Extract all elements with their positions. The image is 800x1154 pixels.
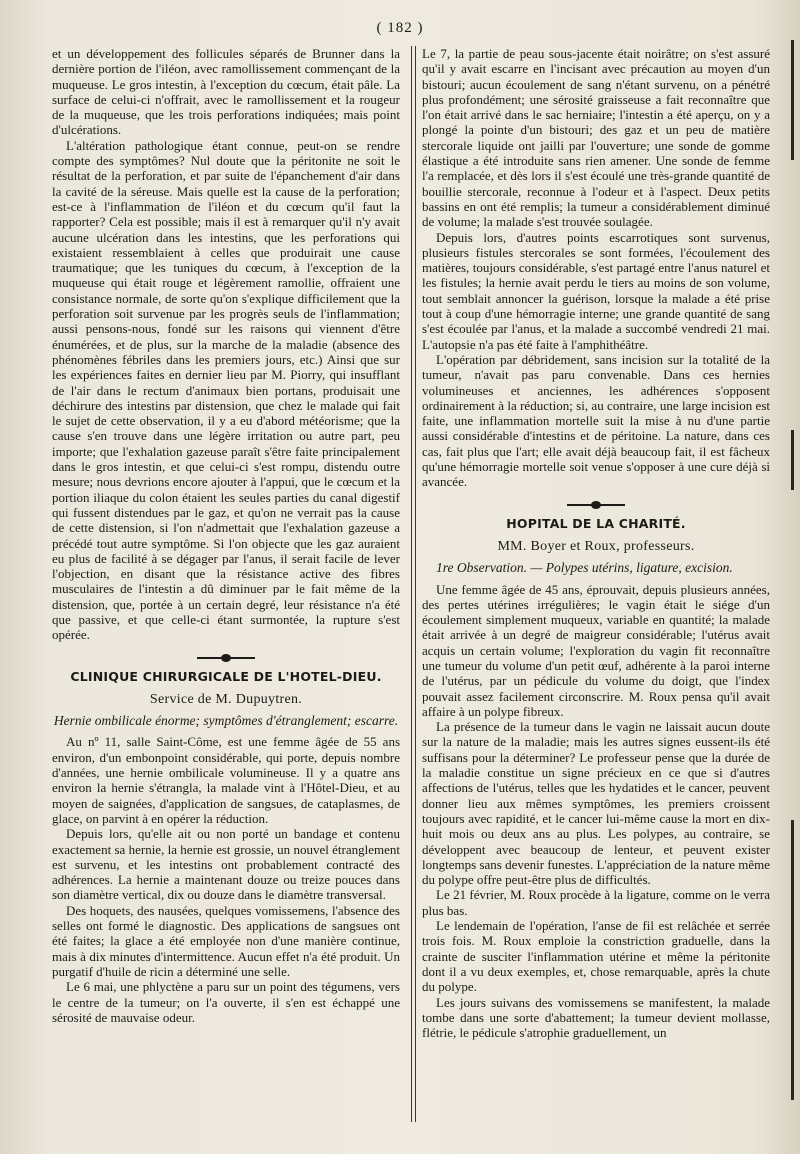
page-edge-mark xyxy=(791,40,794,160)
ornamental-separator xyxy=(52,653,400,661)
case-title: Hernie ombilicale énorme; symptômes d'étranglement; escarre. xyxy=(53,713,399,729)
paragraph: Le 7, la partie de peau sous-jacente était noirâtre; on s'est assuré qu'il y avait escarre en l'incisant avec précaution au moyen d'un bistouri; aucun écoulement de sang n'étant survenu, on a pénétré plus profondément; une sérosité graisseuse a fait reconnaître que l'on était arrivé dans le sac herniaire; l'intestin a été aperçu, on y a plongé la pointe d'un bistouri; des gaz et un peu de matière stercorale liquide ont jailli par l'ouverture; une sonde de gomme élastique a été introduite sans rien amener. Une sonde de femme l'a remplacée, et dès lors il s'est écoulé une très-grande quantité de bouillie stercorale, reconnue à l'odeur et à l'aspect. Deux petits bassins en ont été remplis; la tumeur a considérablement diminué de volume; la malade s'est trouvée soulagée. xyxy=(422,46,770,230)
left-column xyxy=(52,46,400,1025)
column-rule xyxy=(411,46,412,1122)
case-title: 1re Observation. — Polypes utérins, ligature, excision. xyxy=(436,560,733,576)
paragraph: La présence de la tumeur dans le vagin ne laissait aucun doute sur la nature de la maladie; mais les autres signes eussent-ils été suffisans pour la déterminer? Le professeur pense que la durée de la maladie constitue un signe précieux en ce que si d'autres affections de l'utérus, telles que les hydatides et le cancer, peuvent donner lieu aux mêmes symptômes, les premiers croissent toujours avec rapidité, et le cancer lui-même cause la mort en dix-huit mois ou deux ans au plus. Les polypes, au contraire, se développent avec beaucoup de lenteur, et peuvent exister longtemps sans devenir funestes. L'appréciation de la nature même du polype offre peut-être plus de difficultés. xyxy=(422,719,770,888)
paragraph: Depuis lors, qu'elle ait ou non porté un bandage et contenu exactement sa hernie, la hernie est grossie, un nouvel étranglement est survenu, et les intestins ont probablement contracté des adhérences. La hernie a maintenant douze ou treize pouces dans son diamètre vertical, dix ou douze dans le diamètre transversal. xyxy=(52,826,400,903)
paragraph: et un développement des follicules séparés de Brunner dans la dernière portion de l'iléon, avec ramollissement commençant de la muqueuse. Le gros intestin, à l'exception du cœcum, était pâle. La surface de celui-ci n'offrait, avec le ramollissement et la rougeur de la muqueuse, que les trois perforations indiquées; mais point d'ulcérations. xyxy=(52,46,400,138)
paragraph: L'opération par débridement, sans incision sur la totalité de la tumeur, n'avait pas paru convenable. Dans ces hernies volumineuses et anciennes, les adhérences s'opposent ordinairement à la réduction; si, au contraire, une large incision est faite, une inflammation mortelle suit la mise à nu d'une partie aussi considérable d'intestins et de péritoine. La nature, dans ces cas, fait plus que l'art; elle avait déjà beaucoup fait, il est fâcheux qu'une hémorragie mortelle soit venue s'opposer à une cure déjà si avancée. xyxy=(422,351,770,490)
page-edge-mark xyxy=(791,430,794,490)
paragraph: Le 6 mai, une phlyctène a paru sur un point des tégumens, vers le centre de la tumeur; on l'a ouverte, il s'en est échappé une sérosité de mauvaise odeur. xyxy=(52,979,400,1025)
paragraph: Des hoquets, des nausées, quelques vomissemens, l'absence des selles ont formé le diagnostic. Des applications de sangsues ont été faites; la glace a été employée non d'une manière continue, mais à dix minutes d'intermittence. Aucun effet n'a été produit. Un purgatif d'huile de ricin a déterminé une selle. xyxy=(52,902,400,979)
page-edge-mark xyxy=(791,820,794,1100)
ornamental-separator xyxy=(422,500,770,508)
paragraph: Une femme âgée de 45 ans, éprouvait, depuis plusieurs années, des pertes utérines irrégulières; le vagin était le siége d'un écoulement simplement muqueux, variable en quantité; la malade était arrivée à un degré de maigreur considérable; l'utérus avait acquis un certain volume; l'exploration du vagin fit reconnaître une tumeur du volume d'un petit œuf, adhérente à la paroi interne de l'utérus, par un pédicule du volume du doigt, que l'index pouvait assez facilement circonscrire. M. Roux pensa qu'il avait affaire à un polype fibreux. xyxy=(422,581,770,719)
paragraph: Depuis lors, d'autres points escarrotiques sont survenus, plusieurs fistules stercorales se sont formées, l'écoulement des matières, toujours considérable, s'est partagé entre l'anus naturel et les fistules; la hernie avait perdu le tiers au moins de son volume, tout semblait annoncer la guérison, lorsque la malade a été prise tout à coup d'une hémorragie interne; une grande quantité de sang s'est écoulée par l'anus, et la malade a succombé vendredi 21 mai. L'autopsie n'a pas été faite à l'amphithéâtre. xyxy=(422,229,770,352)
paragraph: Au nº 11, salle Saint-Côme, est une femme âgée de 55 ans environ, d'un embonpoint considérable, qui porte, depuis nombre d'années, une hernie ombilicale volumineuse. Il y a quatre ans environ la hernie s'étrangla, la malade vint à l'Hôtel-Dieu, et au moyen de saignées, d'application de sangsues, de cataplasmes, de glace, on parvint à en opérer la réduction. xyxy=(52,734,400,826)
paragraph: Le 21 février, M. Roux procède à la ligature, comme on le verra plus bas. xyxy=(422,887,770,918)
paragraph: Le lendemain de l'opération, l'anse de fil est relâchée et serrée trois fois. M. Roux emploie la constriction graduelle, dans la crainte de susciter l'inflammation utérine et même la péritonite dont il a vu deux exemples, et, chose remarquable, après la chute du polype. xyxy=(422,918,770,995)
section-heading: HOPITAL DE LA CHARITÉ. xyxy=(506,515,686,531)
paragraph: Les jours suivans des vomissemens se manifestent, la malade tombe dans une sorte d'abattement; la tumeur devient mollasse, flétrie, le pédicule s'atrophie graduellement, un xyxy=(422,994,770,1041)
column-rule-double xyxy=(415,46,416,1122)
page-number: ( 182 ) xyxy=(376,20,424,36)
section-heading: CLINIQUE CHIRURGICALE DE L'HOTEL-DIEU. xyxy=(70,668,382,684)
right-column xyxy=(422,46,770,1040)
service-line: MM. Boyer et Roux, professeurs. xyxy=(497,538,695,554)
paragraph: L'altération pathologique étant connue, peut-on se rendre compte des symptômes? Nul doute que la péritonite ne soit le résultat de la perforation, et par suite de l'épanchement d'air dans la cavité de la séreuse. Mais quelle est la cause de la perforation; est-ce à l'inflammation de l'iléon et du cœcum qu'il faut la rapporter? Cela est possible; mais il est à remarquer qu'il n'y avait aucune ulcération dans les intestins, que les perforations qui existaient ressemblaient à celles que produirait une cause traumatique; que les tuniques du cœcum, à l'exception de la muqueuse qui était rouge et légèrement ramollie, offraient une consistance normale, de sorte qu'on s'explique difficilement que la perforation soit survenue par les progrès seuls de l'inflammation; aussi pensons-nous, fondé sur les raisons qui viennent d'être énumérées, et de plus, sur la marche de la maladie (absence des phénomènes fébriles dans les premiers jours, etc.) Ainsi que sur les expériences faites en dernier lieu par M. Piorry, qui insufflant de l'air dans le rectum d'animaux bien portans, produisait une déchirure des intestins par distension, que chez le malade qui fait le sujet de cette observation, il y a eu d'abord météorisme; que la cause s'en trouve dans une légère irritation ou autre part, peu importe; que l'exhalation gazeuse paraît s'être faite principalement dans le gros intestin, et que celui-ci s'est rompu, distendu outre mesure; nous devrions encore ajouter à l'appui, que le cœcum et la portion iliaque du colon étaient les seules parties du canal digestif qui fussent distendues par le gaz, et qu'on ne verrait pas la cause de cette distension, si l'on n'admettait que l'exhalation gazeuse a précédé tout autre symptôme. Si l'on objecte que les gaz auraient eu plus de facilité à se dégager par l'anus, il serait facile de lever l'objection, en disant que la résistance active des fibres musculaires de l'intestin a dû diminuer par le fait même de la distension, que, portée à un certain degré, leur résistance n'a été que passive, et que celle-ci étant surmontée, la rupture s'est opérée. xyxy=(52,137,400,643)
service-line: Service de M. Dupuytren. xyxy=(149,691,303,707)
